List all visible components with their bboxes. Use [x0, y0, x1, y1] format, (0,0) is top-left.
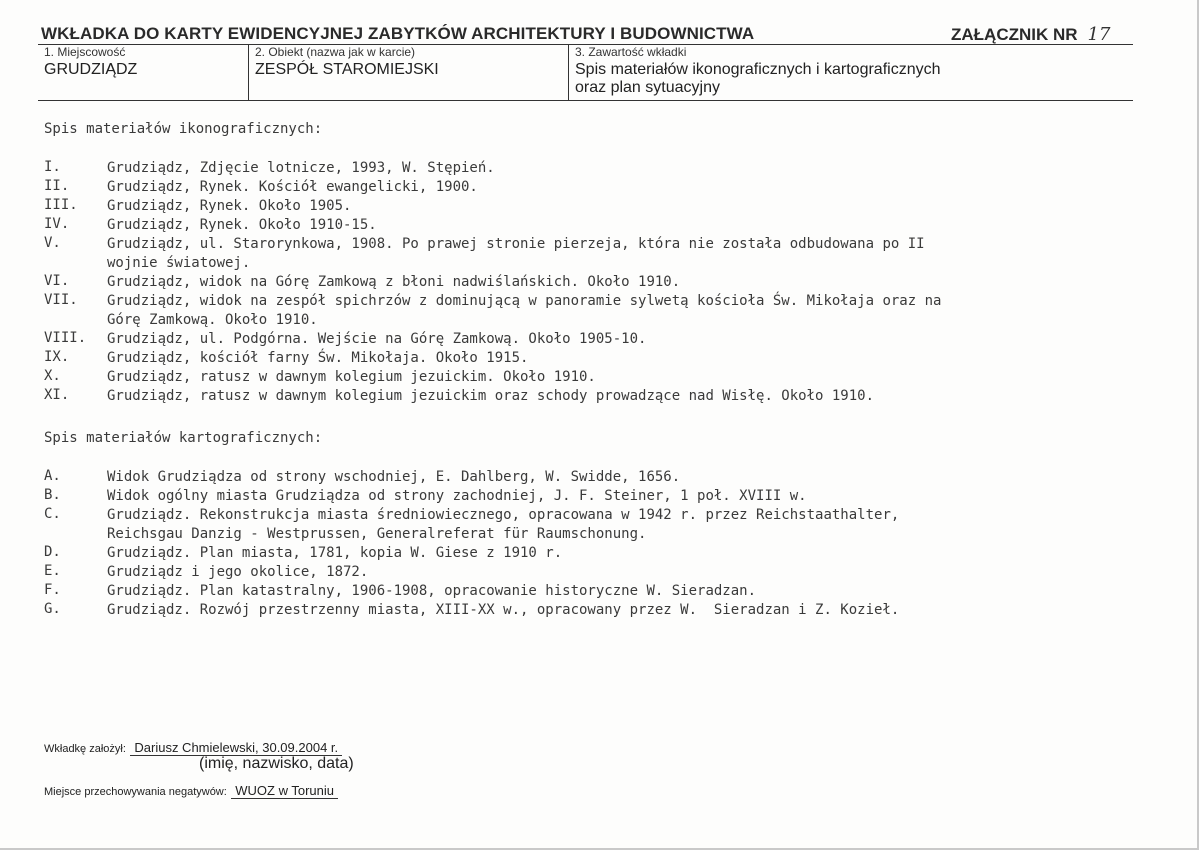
founder-value: Dariusz Chmielewski, 30.09.2004 r.: [130, 740, 342, 756]
item-number: F.: [44, 582, 61, 598]
item-text: Grudziądz, kościół farny Św. Mikołaja. Około 1915.: [107, 350, 529, 366]
item-text: Grudziądz, Rynek. Około 1910-15.: [107, 217, 377, 233]
item-text: Grudziądz. Plan katastralny, 1906-1908, opracowanie historyczne W. Sieradzan.: [107, 583, 757, 599]
storage-value: WUOZ w Toruniu: [231, 783, 338, 799]
iconographic-heading: Spis materiałów ikonograficznych:: [44, 121, 323, 137]
contents-field: [568, 44, 1134, 100]
item-number: I.: [44, 159, 61, 175]
annex-label-text: ZAŁĄCZNIK NR: [951, 25, 1078, 44]
object-field: [248, 44, 569, 100]
contents-line-1: Spis materiałów ikonograficznych i kartograficznych: [575, 61, 941, 78]
founder-hint: (imię, nazwisko, data): [199, 755, 354, 772]
item-text: Grudziądz, Rynek. Około 1905.: [107, 198, 352, 214]
object-label: 2. Obiekt (nazwa jak w karcie): [255, 45, 416, 59]
contents-line-2: oraz plan sytuacyjny: [575, 79, 720, 96]
annex-label: [951, 24, 1110, 45]
item-number: XI.: [44, 387, 70, 403]
item-number: E.: [44, 563, 61, 579]
locality-label: 1. Miejscowość: [44, 45, 126, 59]
item-text: Grudziądz, widok na Górę Zamkową z błoni nadwiślańskich. Około 1910.: [107, 274, 681, 290]
item-number: IX.: [44, 349, 70, 365]
item-text: Grudziądz, Rynek. Kościół ewangelicki, 1900.: [107, 179, 478, 195]
item-number: VII.: [44, 292, 78, 308]
storage-line: [44, 782, 338, 800]
item-number: IV.: [44, 216, 70, 232]
item-text: Grudziądz, ul. Starorynkowa, 1908. Po prawej stronie pierzeja, która nie została odbudowana po II wojnie światowej.: [107, 236, 925, 271]
annex-number: 17: [1087, 24, 1111, 45]
item-text: Grudziądz. Plan miasta, 1781, kopia W. Giese z 1910 r.: [107, 545, 563, 561]
item-text: Widok Grudziądza od strony wschodniej, E. Dahlberg, W. Swidde, 1656.: [107, 469, 681, 485]
item-number: VIII.: [44, 330, 87, 346]
item-text: Grudziądz i jego okolice, 1872.: [107, 564, 369, 580]
object-value: ZESPÓŁ STAROMIEJSKI: [255, 61, 439, 78]
item-text: Grudziądz. Rekonstrukcja miasta średniowiecznego, opracowana w 1942 r. przez Reichstaathalter, Reichsgau Danzig - Westprussen, Generalreferat für Raumschonung.: [107, 507, 900, 542]
item-number: III.: [44, 197, 78, 213]
cartographic-heading: Spis materiałów kartograficznych:: [44, 430, 323, 446]
founder-label: Wkładkę założył:: [44, 743, 126, 755]
locality-value: GRUDZIĄDZ: [44, 61, 138, 78]
item-number: X.: [44, 368, 61, 384]
item-text: Widok ogólny miasta Grudziądza od strony zachodniej, J. F. Steiner, 1 poł. XVIII w.: [107, 488, 807, 504]
locality-field: [38, 44, 248, 100]
contents-value: [575, 61, 1115, 97]
item-number: V.: [44, 235, 61, 251]
contents-label: 3. Zawartość wkładki: [575, 45, 687, 59]
item-text: Grudziądz, widok na zespół spichrzów z dominującą w panoramie sylwetą kościoła Św. Mikołaja oraz na Górę Zamkową. Około 1910.: [107, 293, 942, 328]
item-text: Grudziądz, ratusz w dawnym kolegium jezuickim oraz schody prowadzące nad Wisłę. Około 1910.: [107, 388, 875, 404]
item-text: Grudziądz, ratusz w dawnym kolegium jezuickim. Około 1910.: [107, 369, 596, 385]
item-number: A.: [44, 468, 61, 484]
sheet-title: WKŁADKA DO KARTY EWIDENCYJNEJ ZABYTKÓW ARCHITEKTURY I BUDOWNICTWA: [41, 24, 755, 43]
item-number: II.: [44, 178, 70, 194]
header-fields: [38, 44, 1133, 101]
item-number: B.: [44, 487, 61, 503]
item-text: Grudziądz, ul. Podgórna. Wejście na Górę Zamkową. Około 1905-10.: [107, 331, 647, 347]
item-text: Grudziądz. Rozwój przestrzenny miasta, XIII-XX w., opracowany przez W. Sieradzan i Z. Kozieł.: [107, 602, 900, 618]
item-text: Grudziądz, Zdjęcie lotnicze, 1993, W. Stępień.: [107, 160, 495, 176]
item-number: VI.: [44, 273, 70, 289]
storage-label: Miejsce przechowywania negatywów:: [44, 786, 227, 798]
item-number: C.: [44, 506, 61, 522]
item-number: G.: [44, 601, 61, 617]
item-number: D.: [44, 544, 61, 560]
